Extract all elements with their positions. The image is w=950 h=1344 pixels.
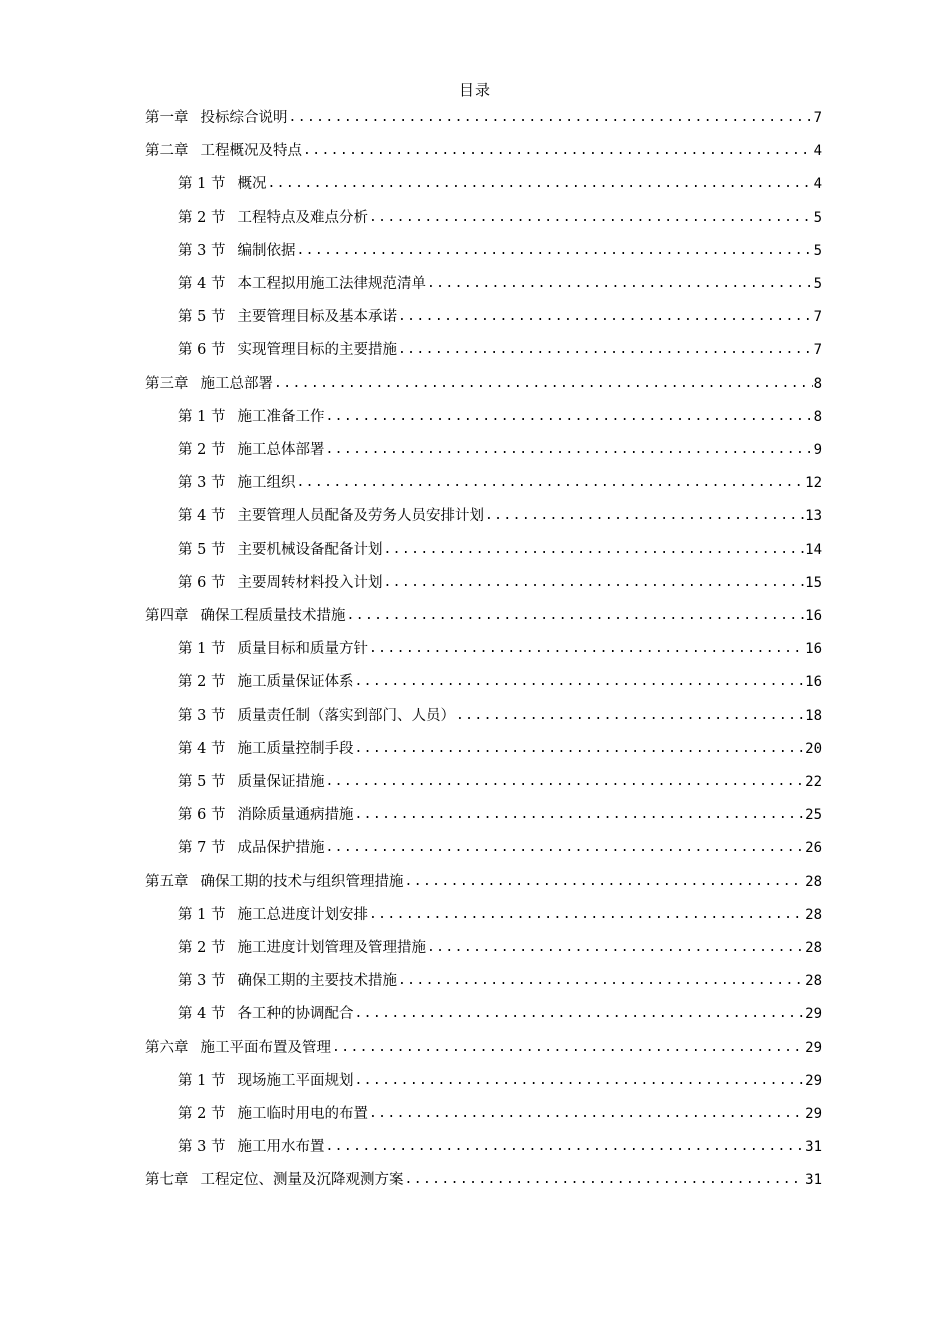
toc-chapter-entry[interactable] [145, 106, 822, 128]
toc-entry-number: 第二章 [145, 143, 189, 160]
toc-entry-number: 第 2 节 [178, 1106, 226, 1122]
toc-chapter-entry[interactable] [145, 604, 822, 626]
toc-dot-leader [427, 938, 804, 958]
toc-entry-number: 第 3 节 [178, 973, 226, 990]
toc-section-entry[interactable] [178, 903, 822, 925]
toc-entry-page-number: 29 [805, 1072, 822, 1089]
toc-entry-number: 第一章 [145, 110, 189, 126]
toc-entry-page-number: 28 [805, 873, 822, 890]
toc-entry-title: 工程概况及特点 [200, 143, 302, 160]
toc-dot-leader [485, 506, 804, 526]
toc-entry-number: 第 1 节 [178, 641, 226, 658]
toc-dot-leader [354, 1071, 804, 1091]
toc-entry-title: 工程定位、测量及沉降观测方案 [200, 1172, 404, 1189]
toc-section-entry[interactable] [178, 438, 822, 460]
toc-entry-title: 确保工程质量技术措施 [200, 608, 346, 624]
toc-section-entry[interactable] [178, 1135, 822, 1157]
toc-section-entry[interactable] [178, 538, 822, 560]
toc-entry-number: 第 4 节 [178, 1006, 226, 1023]
toc-entry-page-number: 4 [813, 176, 822, 193]
toc-dot-leader [325, 838, 804, 858]
toc-chapter-entry[interactable] [145, 139, 822, 161]
toc-section-entry[interactable] [178, 836, 822, 858]
toc-section-entry[interactable] [178, 737, 822, 759]
toc-section-entry[interactable] [178, 1002, 822, 1024]
toc-chapter-entry[interactable] [145, 1036, 822, 1058]
toc-entry-page-number: 31 [805, 1139, 822, 1156]
toc-entry-number: 第 6 节 [178, 342, 226, 359]
toc-dot-leader [383, 540, 804, 560]
toc-dot-leader [274, 374, 813, 394]
toc-entry-title: 施工组织 [237, 475, 296, 492]
toc-entry-page-number: 29 [805, 1106, 822, 1122]
toc-section-entry[interactable] [178, 504, 822, 526]
toc-entry-title: 施工总体部署 [237, 442, 325, 458]
toc-entry-page-number: 9 [813, 442, 822, 458]
toc-section-entry[interactable] [178, 1102, 822, 1124]
toc-entry-title: 本工程拟用施工法律规范清单 [237, 276, 426, 292]
toc-entry-page-number: 28 [805, 973, 822, 990]
toc-entry-page-number: 8 [813, 375, 822, 392]
toc-entry-number: 第 4 节 [178, 740, 226, 757]
toc-section-entry[interactable] [178, 206, 822, 228]
toc-entry-number: 第 5 节 [178, 541, 226, 558]
toc-entry-title: 成品保护措施 [237, 840, 325, 857]
toc-entry-title: 施工临时用电的布置 [237, 1106, 368, 1122]
toc-entry-title: 施工质量保证体系 [237, 674, 354, 691]
toc-entry-number: 第 5 节 [178, 774, 226, 790]
toc-section-entry[interactable] [178, 338, 822, 360]
toc-dot-leader [332, 1038, 804, 1058]
toc-dot-leader [354, 1004, 804, 1024]
toc-entry-number: 第 5 节 [178, 309, 226, 326]
toc-entry-page-number: 7 [813, 309, 822, 326]
toc-dot-leader [427, 274, 813, 294]
toc-section-entry[interactable] [178, 239, 822, 261]
toc-entry-title: 主要机械设备配备计划 [237, 541, 383, 558]
toc-entry-number: 第 2 节 [178, 442, 226, 458]
toc-dot-leader [398, 307, 813, 327]
toc-section-entry[interactable] [178, 670, 822, 692]
toc-entry-title: 概况 [237, 176, 267, 193]
toc-section-entry[interactable] [178, 803, 822, 825]
toc-dot-leader [369, 1104, 804, 1124]
toc-entry-number: 第五章 [145, 873, 189, 890]
toc-section-entry[interactable] [178, 305, 822, 327]
toc-entry-page-number: 31 [805, 1172, 822, 1189]
toc-entry-number: 第三章 [145, 375, 189, 392]
toc-heading: 目录 [458, 81, 491, 99]
toc-section-entry[interactable] [178, 471, 822, 493]
toc-entry-page-number: 18 [805, 707, 822, 724]
toc-entry-title: 质量目标和质量方针 [237, 641, 368, 658]
toc-entry-title: 消除质量通病措施 [237, 807, 354, 824]
toc-entry-title: 施工总进度计划安排 [237, 906, 368, 923]
toc-entry-page-number: 8 [813, 408, 822, 425]
toc-chapter-entry[interactable] [145, 372, 822, 394]
toc-entry-page-number: 12 [805, 475, 822, 492]
toc-entry-page-number: 20 [805, 740, 822, 757]
toc-entry-title: 投标综合说明 [200, 110, 288, 126]
toc-entry-page-number: 28 [805, 940, 822, 956]
toc-entry-number: 第 2 节 [178, 674, 226, 691]
toc-entry-number: 第 2 节 [178, 209, 226, 226]
toc-section-entry[interactable] [178, 770, 822, 792]
toc-entry-number: 第六章 [145, 1039, 189, 1056]
toc-entry-number: 第 1 节 [178, 408, 226, 425]
toc-entry-page-number: 15 [805, 574, 822, 591]
toc-entry-page-number: 22 [805, 774, 822, 790]
toc-dot-leader [325, 1137, 804, 1157]
toc-dot-leader [267, 174, 812, 194]
toc-dot-leader [296, 473, 804, 493]
toc-entry-title: 主要管理目标及基本承诺 [237, 309, 397, 326]
toc-entry-number: 第 4 节 [178, 276, 226, 292]
toc-entry-page-number: 13 [805, 508, 822, 525]
toc-entry-page-number: 26 [805, 840, 822, 857]
toc-dot-leader [369, 639, 804, 659]
toc-entry-number: 第 1 节 [178, 176, 226, 193]
toc-entry-title: 主要周转材料投入计划 [237, 574, 383, 591]
toc-entry-title: 确保工期的主要技术措施 [237, 973, 397, 990]
toc-dot-leader [383, 573, 804, 593]
toc-entry-page-number: 16 [805, 674, 822, 691]
toc-section-entry[interactable] [178, 936, 822, 958]
toc-entry-number: 第 6 节 [178, 807, 226, 824]
toc-section-entry[interactable] [178, 571, 822, 593]
toc-entry-page-number: 29 [805, 1039, 822, 1056]
toc-dot-leader [369, 905, 804, 925]
toc-section-entry[interactable] [178, 172, 822, 194]
toc-dot-leader [354, 672, 804, 692]
toc-dot-leader [296, 241, 812, 261]
toc-entry-number: 第 3 节 [178, 707, 226, 724]
toc-entry-page-number: 28 [805, 906, 822, 923]
toc-chapter-entry[interactable] [145, 1168, 822, 1190]
toc-entry-title: 各工种的协调配合 [237, 1006, 354, 1023]
toc-entry-number: 第 2 节 [178, 940, 226, 956]
toc-section-entry[interactable] [178, 704, 822, 726]
toc-entry-page-number: 25 [805, 807, 822, 824]
toc-entry-title: 施工进度计划管理及管理措施 [237, 940, 426, 956]
toc-entry-title: 质量责任制（落实到部门、人员） [237, 707, 455, 724]
toc-entry-title: 主要管理人员配备及劳务人员安排计划 [237, 508, 484, 525]
toc-dot-leader [405, 872, 805, 892]
toc-entry-title: 施工总部署 [200, 375, 273, 392]
toc-dot-leader [398, 971, 804, 991]
toc-dot-leader [456, 706, 804, 726]
toc-section-entry[interactable] [178, 405, 822, 427]
toc-entry-number: 第 4 节 [178, 508, 226, 525]
toc-entry-title: 编制依据 [237, 242, 296, 259]
toc-entry-number: 第七章 [145, 1172, 189, 1189]
toc-dot-leader [325, 407, 812, 427]
toc-entry-number: 第 1 节 [178, 906, 226, 923]
toc-entry-number: 第 3 节 [178, 1139, 226, 1156]
toc-entry-number: 第 3 节 [178, 242, 226, 259]
toc-entry-title: 确保工期的技术与组织管理措施 [200, 873, 404, 890]
toc-entry-page-number: 7 [813, 110, 822, 126]
toc-entry-title: 施工用水布置 [237, 1139, 325, 1156]
toc-entry-number: 第 6 节 [178, 574, 226, 591]
toc-section-entry[interactable] [178, 637, 822, 659]
toc-section-entry[interactable] [178, 1069, 822, 1091]
toc-entry-number: 第 1 节 [178, 1072, 226, 1089]
toc-entry-page-number: 5 [813, 276, 822, 292]
toc-entry-page-number: 14 [805, 541, 822, 558]
toc-entry-page-number: 29 [805, 1006, 822, 1023]
toc-dot-leader [354, 739, 804, 759]
toc-entry-title: 施工平面布置及管理 [200, 1039, 331, 1056]
toc-entry-page-number: 16 [805, 641, 822, 658]
toc-entry-title: 工程特点及难点分析 [237, 209, 368, 226]
toc-entry-page-number: 4 [813, 143, 822, 160]
toc-entry-title: 现场施工平面规划 [237, 1072, 354, 1089]
toc-dot-leader [303, 141, 813, 161]
toc-entry-title: 实现管理目标的主要措施 [237, 342, 397, 359]
toc-section-entry[interactable] [178, 272, 822, 294]
toc-entry-title: 施工质量控制手段 [237, 740, 354, 757]
toc-entry-number: 第四章 [145, 608, 189, 624]
toc-dot-leader [398, 340, 813, 360]
toc-dot-leader [325, 772, 804, 792]
toc-entry-page-number: 5 [813, 242, 822, 259]
toc-entry-number: 第 7 节 [178, 840, 226, 857]
toc-entry-title: 质量保证措施 [237, 774, 325, 790]
toc-dot-leader [347, 606, 805, 626]
toc-entry-title: 施工准备工作 [237, 408, 325, 425]
toc-entry-page-number: 7 [813, 342, 822, 359]
toc-entry-page-number: 16 [805, 608, 822, 624]
toc-chapter-entry[interactable] [145, 870, 822, 892]
toc-entry-number: 第 3 节 [178, 475, 226, 492]
toc-dot-leader [289, 108, 813, 128]
toc-dot-leader [369, 208, 813, 228]
toc-dot-leader [325, 440, 812, 460]
toc-dot-leader [405, 1170, 805, 1190]
toc-dot-leader [354, 805, 804, 825]
toc-entry-page-number: 5 [813, 209, 822, 226]
toc-section-entry[interactable] [178, 969, 822, 991]
